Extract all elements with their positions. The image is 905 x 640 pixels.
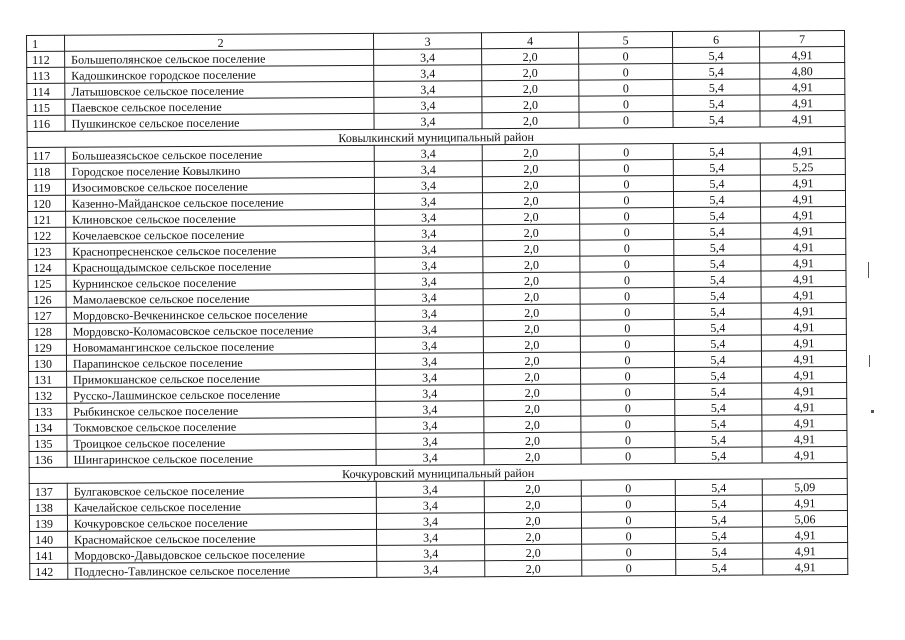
cell-col-5: 0 <box>580 320 674 337</box>
cell-col-3: 3,4 <box>376 481 484 498</box>
cell-col-6: 5,4 <box>675 431 762 448</box>
cell-col-4: 2,0 <box>484 384 581 401</box>
cell-col-4: 2,0 <box>485 528 582 545</box>
cell-col-1: 113 <box>27 67 65 83</box>
cell-col-1: 127 <box>28 307 66 323</box>
cell-col-6: 5,4 <box>674 319 761 336</box>
cell-col-6: 5,4 <box>676 527 763 544</box>
cell-col-2: Красномайское сельское поселение <box>68 529 377 547</box>
cell-col-7: 4,91 <box>763 526 848 543</box>
cell-col-1: 136 <box>29 451 67 467</box>
cell-col-7: 7 <box>759 31 844 48</box>
cell-col-6: 5,4 <box>674 223 761 240</box>
cell-col-6: 5,4 <box>675 383 762 400</box>
cell-col-7: 4,91 <box>762 382 847 399</box>
cell-col-3: 3,4 <box>376 449 484 466</box>
cell-col-5: 0 <box>582 544 676 561</box>
cell-col-5: 0 <box>580 272 674 289</box>
cell-col-7: 4,91 <box>760 142 845 159</box>
cell-col-3: 3,4 <box>376 497 484 514</box>
cell-col-6: 5,4 <box>675 367 762 384</box>
cell-col-1: 128 <box>28 323 66 339</box>
cell-col-3: 3,4 <box>374 161 482 178</box>
cell-col-3: 3,4 <box>374 145 482 162</box>
cell-col-3: 3,4 <box>376 401 484 418</box>
cell-col-1: 132 <box>29 387 67 403</box>
cell-col-6: 5,4 <box>674 287 761 304</box>
cell-col-4: 2,0 <box>483 240 580 257</box>
cell-col-2: Новомамангинское сельское поселение <box>66 337 375 355</box>
cell-col-5: 0 <box>581 496 675 513</box>
cell-col-3: 3,4 <box>375 273 483 290</box>
cell-col-7: 4,91 <box>760 78 845 95</box>
cell-col-4: 4 <box>481 32 578 49</box>
cell-col-3: 3,4 <box>375 321 483 338</box>
margin-mark <box>868 262 869 278</box>
cell-col-3: 3,4 <box>377 561 485 578</box>
cell-col-6: 5,4 <box>673 63 760 80</box>
cell-col-2: Булгаковское сельское поселение <box>67 481 376 499</box>
cell-col-1: 114 <box>27 83 65 99</box>
cell-col-1: 1 <box>27 35 65 51</box>
cell-col-7: 4,80 <box>760 62 845 79</box>
cell-col-2: Краснощадымское сельское поселение <box>66 257 375 275</box>
cell-col-2: Токмовское сельское поселение <box>67 417 376 435</box>
cell-col-6: 5,4 <box>674 303 761 320</box>
cell-col-3: 3,4 <box>376 369 484 386</box>
cell-col-5: 0 <box>580 288 674 305</box>
cell-col-1: 139 <box>29 515 67 531</box>
cell-col-4: 2,0 <box>482 48 579 65</box>
cell-col-5: 0 <box>581 400 675 417</box>
cell-col-1: 135 <box>29 435 67 451</box>
cell-col-6: 5,4 <box>673 175 760 192</box>
cell-col-2: Краснопресненское сельское поселение <box>66 241 375 259</box>
cell-col-4: 2,0 <box>485 560 582 577</box>
cell-col-5: 0 <box>580 336 674 353</box>
cell-col-1: 130 <box>28 355 66 371</box>
cell-col-4: 2,0 <box>482 64 579 81</box>
cell-col-7: 4,91 <box>761 302 846 319</box>
cell-col-7: 4,91 <box>761 334 846 351</box>
cell-col-2: Латышовское сельское поселение <box>65 81 374 99</box>
cell-col-5: 0 <box>580 304 674 321</box>
cell-col-3: 3,4 <box>374 177 482 194</box>
cell-col-7: 4,91 <box>762 398 847 415</box>
cell-col-2: Мамолаевское сельское поселение <box>66 289 375 307</box>
cell-col-6: 5,4 <box>673 95 760 112</box>
cell-col-2: Парапинское сельское поселение <box>66 353 375 371</box>
cell-col-5: 0 <box>582 528 676 545</box>
cell-col-6: 5,4 <box>676 559 763 576</box>
cell-col-7: 4,91 <box>761 318 846 335</box>
cell-col-6: 5,4 <box>674 207 761 224</box>
cell-col-5: 0 <box>579 144 673 161</box>
cell-col-1: 142 <box>30 563 68 579</box>
cell-col-7: 4,91 <box>762 446 847 463</box>
cell-col-4: 2,0 <box>482 144 579 161</box>
cell-col-5: 0 <box>579 64 673 81</box>
cell-col-5: 0 <box>581 416 675 433</box>
cell-col-4: 2,0 <box>484 432 581 449</box>
cell-col-7: 5,09 <box>762 478 847 495</box>
cell-col-4: 2,0 <box>484 368 581 385</box>
cell-col-1: 134 <box>29 419 67 435</box>
cell-col-6: 5,4 <box>674 239 761 256</box>
cell-col-4: 2,0 <box>482 96 579 113</box>
cell-col-6: 5,4 <box>675 447 762 464</box>
cell-col-2: Шингаринское сельское поселение <box>67 449 376 467</box>
cell-col-7: 4,91 <box>762 414 847 431</box>
cell-col-3: 3,4 <box>376 385 484 402</box>
cell-col-2: Кочелаевское сельское поселение <box>66 225 375 243</box>
section-title: Кочкуровский муниципальный район <box>29 462 847 483</box>
cell-col-5: 0 <box>580 352 674 369</box>
cell-col-5: 0 <box>581 384 675 401</box>
cell-col-5: 0 <box>581 480 675 497</box>
cell-col-4: 2,0 <box>482 160 579 177</box>
cell-col-7: 4,91 <box>761 286 846 303</box>
cell-col-3: 3,4 <box>375 289 483 306</box>
cell-col-2: Большеполянское сельское поселение <box>65 49 374 67</box>
cell-col-7: 4,91 <box>761 350 846 367</box>
cell-col-3: 3,4 <box>375 305 483 322</box>
margin-mark <box>871 410 874 413</box>
cell-col-2: Примокшанское сельское поселение <box>67 369 376 387</box>
cell-col-7: 4,91 <box>761 270 846 287</box>
cell-col-4: 2,0 <box>484 496 581 513</box>
cell-col-4: 2,0 <box>483 256 580 273</box>
cell-col-4: 2,0 <box>482 112 579 129</box>
cell-col-1: 124 <box>28 259 66 275</box>
cell-col-2: Подлесно-Тавлинское сельское поселение <box>68 561 377 579</box>
cell-col-7: 4,91 <box>763 542 848 559</box>
cell-col-5: 5 <box>578 32 672 49</box>
cell-col-2: Казенно-Майданское сельское поселение <box>65 193 374 211</box>
cell-col-7: 4,91 <box>761 238 846 255</box>
cell-col-7: 5,06 <box>762 510 847 527</box>
cell-col-3: 3,4 <box>375 241 483 258</box>
cell-col-7: 4,91 <box>761 222 846 239</box>
table-body <box>27 31 848 580</box>
cell-col-2: Мордовско-Вечкенинское сельское поселение <box>66 305 375 323</box>
cell-col-3: 3,4 <box>375 209 483 226</box>
cell-col-6: 5,4 <box>675 479 762 496</box>
cell-col-5: 0 <box>579 96 673 113</box>
cell-col-4: 2,0 <box>484 448 581 465</box>
cell-col-1: 116 <box>27 115 65 131</box>
cell-col-5: 0 <box>579 176 673 193</box>
cell-col-1: 141 <box>30 547 68 563</box>
cell-col-6: 5,4 <box>673 143 760 160</box>
cell-col-1: 121 <box>28 211 66 227</box>
cell-col-6: 5,4 <box>673 47 760 64</box>
cell-col-7: 5,25 <box>760 158 845 175</box>
cell-col-1: 122 <box>28 227 66 243</box>
cell-col-3: 3,4 <box>376 433 484 450</box>
cell-col-6: 5,4 <box>673 191 760 208</box>
cell-col-7: 4,91 <box>762 366 847 383</box>
cell-col-1: 126 <box>28 291 66 307</box>
cell-col-1: 123 <box>28 243 66 259</box>
cell-col-4: 2,0 <box>482 192 579 209</box>
cell-col-1: 137 <box>29 483 67 499</box>
cell-col-6: 5,4 <box>673 79 760 96</box>
cell-col-7: 4,91 <box>760 174 845 191</box>
cell-col-2: Кадошкинское городское поселение <box>65 65 374 83</box>
cell-col-1: 117 <box>27 147 65 163</box>
cell-col-1: 112 <box>27 51 65 67</box>
cell-col-3: 3,4 <box>374 81 482 98</box>
cell-col-2: Мордовско-Давыдовское сельское поселение <box>68 545 377 563</box>
cell-col-2: Рыбкинское сельское поселение <box>67 401 376 419</box>
cell-col-7: 4,91 <box>763 558 848 575</box>
cell-col-4: 2,0 <box>483 272 580 289</box>
cell-col-2: Изосимовское сельское поселение <box>65 177 374 195</box>
cell-col-5: 0 <box>579 112 673 129</box>
cell-col-2: Пушкинское сельское поселение <box>65 113 374 131</box>
cell-col-1: 140 <box>30 531 68 547</box>
cell-col-4: 2,0 <box>482 176 579 193</box>
cell-col-3: 3,4 <box>375 353 483 370</box>
cell-col-6: 6 <box>672 31 759 48</box>
cell-col-1: 118 <box>27 163 65 179</box>
cell-col-6: 5,4 <box>675 511 762 528</box>
cell-col-6: 5,4 <box>674 255 761 272</box>
cell-col-7: 4,91 <box>760 110 845 127</box>
cell-col-3: 3,4 <box>374 193 482 210</box>
cell-col-4: 2,0 <box>482 80 579 97</box>
cell-col-5: 0 <box>581 448 675 465</box>
cell-col-7: 4,91 <box>762 430 847 447</box>
cell-col-3: 3,4 <box>377 529 485 546</box>
cell-col-4: 2,0 <box>483 288 580 305</box>
cell-col-1: 125 <box>28 275 66 291</box>
cell-col-3: 3,4 <box>374 49 482 66</box>
cell-col-6: 5,4 <box>674 271 761 288</box>
cell-col-7: 4,91 <box>760 190 845 207</box>
cell-col-4: 2,0 <box>483 224 580 241</box>
margin-mark <box>869 355 870 367</box>
cell-col-1: 129 <box>28 339 66 355</box>
cell-col-2: Курнинское сельское поселение <box>66 273 375 291</box>
cell-col-5: 0 <box>581 432 675 449</box>
cell-col-3: 3,4 <box>375 225 483 242</box>
cell-col-5: 0 <box>579 48 673 65</box>
cell-col-4: 2,0 <box>483 352 580 369</box>
cell-col-2: Русско-Лашминское сельское поселение <box>67 385 376 403</box>
cell-col-5: 0 <box>579 160 673 177</box>
cell-col-2: Паевское сельское поселение <box>65 97 374 115</box>
cell-col-5: 0 <box>580 256 674 273</box>
cell-col-3: 3,4 <box>374 97 482 114</box>
cell-col-7: 4,91 <box>760 94 845 111</box>
cell-col-6: 5,4 <box>676 543 763 560</box>
cell-col-5: 0 <box>582 560 676 577</box>
cell-col-7: 4,91 <box>760 46 845 63</box>
cell-col-3: 3,4 <box>377 545 485 562</box>
cell-col-5: 0 <box>579 192 673 209</box>
section-title: Ковылкинский муниципальный район <box>27 126 845 147</box>
cell-col-4: 2,0 <box>485 544 582 561</box>
cell-col-2: Клиновское сельское поселение <box>66 209 375 227</box>
cell-col-2: Городское поселение Ковылкино <box>65 161 374 179</box>
cell-col-7: 4,91 <box>761 254 846 271</box>
cell-col-4: 2,0 <box>483 336 580 353</box>
cell-col-4: 2,0 <box>483 320 580 337</box>
cell-col-3: 3,4 <box>374 113 482 130</box>
cell-col-3: 3 <box>373 33 481 50</box>
cell-col-3: 3,4 <box>376 417 484 434</box>
cell-col-3: 3,4 <box>374 65 482 82</box>
cell-col-4: 2,0 <box>484 416 581 433</box>
cell-col-2: 2 <box>65 33 374 51</box>
cell-col-3: 3,4 <box>375 337 483 354</box>
cell-col-4: 2,0 <box>483 304 580 321</box>
data-table <box>26 30 848 580</box>
cell-col-1: 133 <box>29 403 67 419</box>
cell-col-6: 5,4 <box>673 159 760 176</box>
cell-col-6: 5,4 <box>674 351 761 368</box>
cell-col-3: 3,4 <box>375 257 483 274</box>
cell-col-4: 2,0 <box>484 480 581 497</box>
cell-col-1: 115 <box>27 99 65 115</box>
cell-col-6: 5,4 <box>675 495 762 512</box>
cell-col-4: 2,0 <box>484 512 581 529</box>
cell-col-7: 4,91 <box>761 206 846 223</box>
cell-col-5: 0 <box>581 512 675 529</box>
cell-col-2: Большеазясьское сельское поселение <box>65 145 374 163</box>
cell-col-5: 0 <box>580 208 674 225</box>
cell-col-5: 0 <box>580 240 674 257</box>
cell-col-1: 131 <box>29 371 67 387</box>
cell-col-4: 2,0 <box>484 400 581 417</box>
cell-col-1: 138 <box>29 499 67 515</box>
cell-col-2: Кочкуровское сельское поселение <box>67 513 376 531</box>
cell-col-2: Качелайское сельское поселение <box>67 497 376 515</box>
cell-col-1: 119 <box>27 179 65 195</box>
cell-col-7: 4,91 <box>762 494 847 511</box>
cell-col-6: 5,4 <box>675 415 762 432</box>
cell-col-4: 2,0 <box>483 208 580 225</box>
cell-col-6: 5,4 <box>673 111 760 128</box>
cell-col-5: 0 <box>580 224 674 241</box>
cell-col-2: Троицкое сельское поселение <box>67 433 376 451</box>
cell-col-6: 5,4 <box>674 335 761 352</box>
cell-col-5: 0 <box>581 368 675 385</box>
cell-col-5: 0 <box>579 80 673 97</box>
cell-col-2: Мордовско-Коломасовское сельское поселение <box>66 321 375 339</box>
cell-col-6: 5,4 <box>675 399 762 416</box>
cell-col-1: 120 <box>27 195 65 211</box>
cell-col-3: 3,4 <box>376 513 484 530</box>
